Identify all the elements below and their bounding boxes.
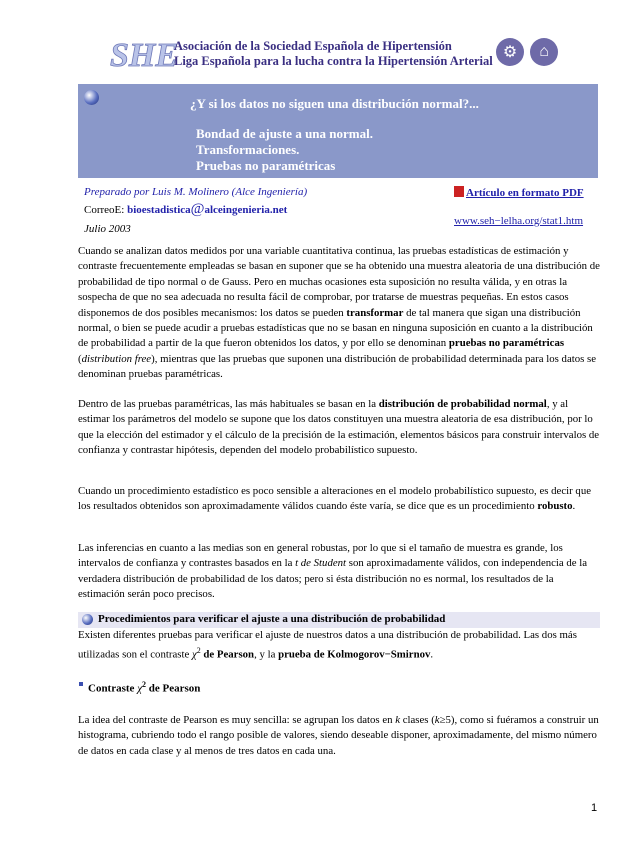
page-title: ¿Y si los datos no siguen una distribución normal?...	[190, 96, 479, 111]
email-user: bioestadistica	[127, 204, 191, 216]
pdf-icon	[454, 186, 464, 197]
pdf-link[interactable]	[454, 186, 584, 199]
page-number: 1	[591, 802, 598, 814]
paragraph-2: Dentro de las pruebas paramétricas, las más habituales se basan en la distribución de probabilidad normal, y al estimar los parámetros del modelo se supone que los datos constituyen una muestra aleatoria de esa distribución, por lo que la elección del estimador y el cálculo de la precisión de la estimación, elementos básicos para construir intervalos de confianza y contrastar hipótesis, dependen del modelo probabilístico supuesto.	[78, 398, 600, 457]
bullet-ball-icon	[82, 614, 93, 625]
author-line: Preparado por Luis M. Molinero (Alce Ingeniería)	[84, 186, 308, 198]
subtitle-1: Bondad de ajuste a una normal.	[196, 126, 373, 141]
logo-text: SHE	[110, 37, 179, 74]
paragraph-4: Las inferencias en cuanto a las medias son en general robustas, por lo que si el tamaño de muestra es grande, los intervalos de confianza y contrastes basados en la t de Student son aproximadamente válidos, con independencia de la verdadera distribución de probabilidad de los datos; pero si ésta distribución no es normal, los resultados de la estimación serán poco precisos.	[78, 542, 588, 601]
square-bullet-icon	[79, 682, 83, 686]
pdf-link-label: Artículo en formato PDF	[466, 187, 584, 199]
subsection-title: Contraste $\chi^2$ de Pearson	[88, 680, 201, 695]
url-link[interactable]: www.seh−lelha.org/stat1.htm	[454, 215, 584, 227]
paragraph-5: Existen diferentes pruebas para verificar el ajuste de nuestros datos a una distribución de probabilidad. Las dos más utilizadas son el contraste $\chi^2$ de Pearson, y la prueba de Kolmogorov−Smirnov.	[78, 629, 577, 661]
subtitle-2: Transformaciones.	[196, 142, 300, 157]
email-domain: alceingenieria.net	[204, 204, 288, 216]
paragraph-1: Cuando se analizan datos medidos por una variable cuantitativa continua, las pruebas estadísticas de estimación y contraste frecuentemente empleadas se basan en suponer que se ha obtenido una muestra aleatoria de una distribución de probabilidad de tipo normal o de Gauss. Pero en muchas ocasiones esta suposición no resulta válida, y en otras la sospecha de que no sea adecuada no resulta fácil de comprobar, por tratarse de muestras pequeñas. En estos casos disponemos de dos posibles mecanismos: los datos se pueden transformar de tal manera que sigan una distribución normal, o bien se puede acudir a pruebas estadísticas que no se basan en ninguna suposición en cuanto a la distribución de probabilidad a partir de la que fueron obtenidos los datos, y por ello se denominan pruebas no paramétricas (distribution free), mientras que las pruebas que suponen una distribución de probabilidad determinada para los datos se denominan pruebas paramétricas.	[78, 245, 600, 381]
bullet-ball-icon	[84, 90, 99, 105]
org-name-line2: Liga Española para la lucha contra la Hipertensión Arterial	[174, 54, 493, 68]
org-name-line1: Asociación de la Sociedad Española de Hipertensión	[174, 39, 452, 53]
subtitle-3: Pruebas no paramétricas	[196, 158, 336, 173]
email-line	[84, 201, 287, 218]
she-logo	[108, 36, 179, 74]
email-label: CorreoE:	[84, 204, 125, 216]
email-link[interactable]	[127, 201, 288, 217]
home-icon[interactable]: ⌂	[530, 38, 558, 66]
date: Julio 2003	[84, 223, 131, 235]
gear-icon[interactable]: ⚙	[496, 38, 524, 66]
paragraph-3: Cuando un procedimiento estadístico es poco sensible a alteraciones en el modelo probabilístico supuesto, es decir que los resultados obtenidos son aproximadamente válidos cuando éste varía, se dice que es un procedimiento robusto.	[78, 485, 592, 513]
paragraph-6: La idea del contraste de Pearson es muy sencilla: se agrupan los datos en k clases (k≥5), como si fuéramos a construir un histograma, cubriendo todo el rango posible de valores, siendo deseable disponer, aproximadamente, del mismo número de datos en cada clase y al menos de tres datos en cada una.	[78, 714, 599, 757]
at-icon: @	[190, 201, 205, 217]
section-title: Procedimientos para verificar el ajuste a una distribución de probabilidad	[98, 613, 446, 625]
